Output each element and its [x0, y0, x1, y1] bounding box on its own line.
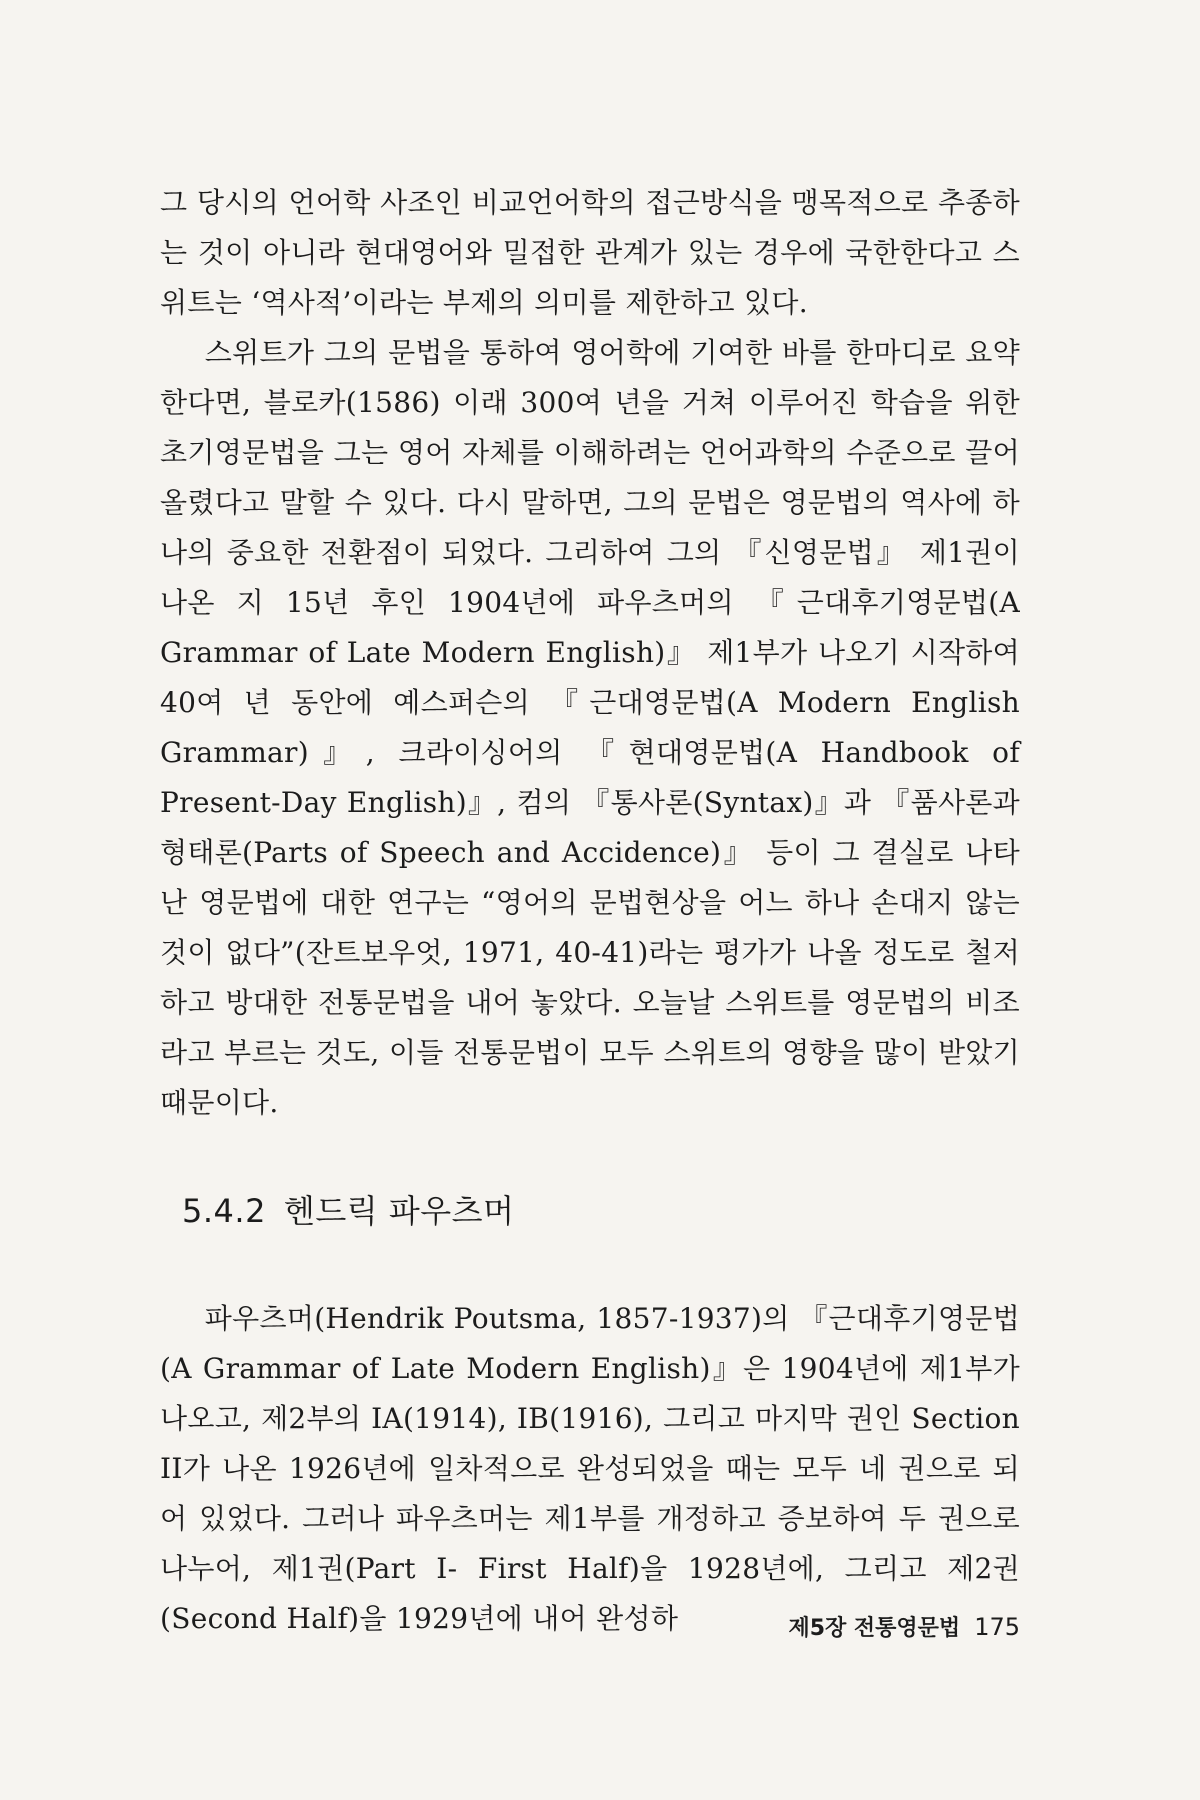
page-footer — [788, 1607, 1020, 1649]
section-heading — [182, 1186, 1020, 1236]
section-number: 5.4.2 — [182, 1192, 266, 1230]
paragraph-sweet-summary: 스위트가 그의 문법을 통하여 영어학에 기여한 바를 한마디로 요약한다면, 블로카(1586) 이래 300여 년을 거쳐 이루어진 학습을 위한 초기영문법을 그는 영어 자체를 이해하려는 언어과학의 수준으로 끌어올렸다고 말할 수 있다. 다시 말하면, 그의 문법은 영문법의 역사에 하나의 중요한 전환점이 되었다. 그리하여 그의 『신영문법』 제1권이 나온 지 15년 후인 1904년에 파우츠머의 『근대후기영문법(A Grammar of Late Modern English)』 제1부가 나오기 시작하여 40여 년 동안에 예스퍼슨의 『근대영문법(A Modern English Grammar)』, 크라이싱어의 『현대영문법(A Handbook of Present-Day English)』, 컴의 『통사론(Syntax)』과 『품사론과 형태론(Parts of Speech and Accidence)』 등이 그 결실로 나타난 영문법에 대한 연구는 “영어의 문법현상을 어느 하나 손대지 않는 것이 없다”(잔트보우엇, 1971, 40-41)라는 평가가 나올 정도로 철저하고 방대한 전통문법을 내어 놓았다. 오늘날 스위트를 영문법의 비조라고 부르는 것도, 이들 전통문법이 모두 스위트의 영향을 많이 받았기 때문이다. — [160, 336, 1020, 1119]
body-text — [160, 178, 1020, 1644]
section-title: 헨드릭 파우츠머 — [283, 1192, 515, 1230]
running-footer-chapter: 제5장 전통영문법 — [788, 1616, 961, 1641]
paragraph-poutsma: 파우츠머(Hendrik Poutsma, 1857-1937)의 『근대후기영문법(A Grammar of Late Modern English)』은 1904년에 제1부가 나오고, 제2부의 IA(1914), IB(1916), 그리고 마지막 권인 Section II가 나온 1926년에 일차적으로 완성되었을 때는 모두 네 권으로 되어 있었다. 그러나 파우츠머는 제1부를 개정하고 증보하여 두 권으로 나누어, 제1권(Part I- First Half)을 1928년에, 그리고 제2권(Second Half)을 1929년에 내어 완성하 — [160, 1302, 1020, 1635]
page-number: 175 — [974, 1613, 1020, 1641]
paragraph-continued: 그 당시의 언어학 사조인 비교언어학의 접근방식을 맹목적으로 추종하는 것이 아니라 현대영어와 밀접한 관계가 있는 경우에 국한한다고 스위트는 ‘역사적’이라는 부제의 의미를 제한하고 있다. — [160, 186, 1020, 319]
